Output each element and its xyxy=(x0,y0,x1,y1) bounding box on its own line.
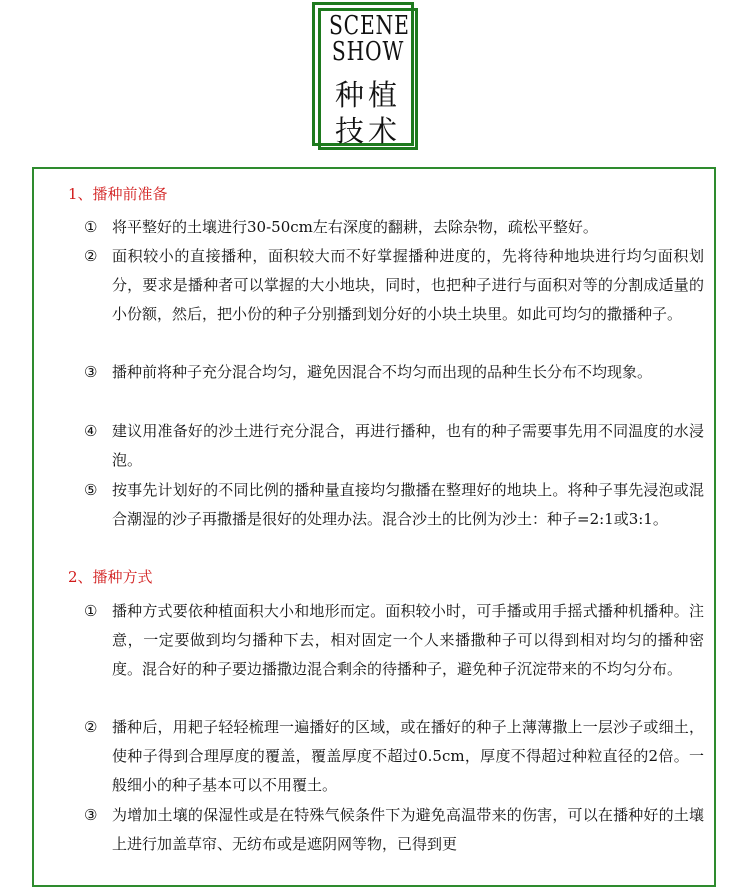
item-number: ⑤ xyxy=(84,481,98,499)
scene-show-seal xyxy=(312,2,418,150)
item-text: 播种前将种子充分混合均匀，避免因混合不均匀而出现的品种生长分布不均现象。 xyxy=(112,363,653,381)
seal-line-3: 种植 xyxy=(334,78,401,112)
item-number: ① xyxy=(84,218,98,236)
section-title-preparation: 1、播种前准备 xyxy=(68,185,168,203)
list-item xyxy=(84,358,704,387)
item-text: 面积较小的直接播种，面积较大而不好掌握播种进度的，先将待种地块进行均匀面积划分，要求是播种者可以掌握的大小地块，同时，也把种子进行与面积对等的分割成适量的小份额，然后，把小份的种子分别播到划分好的小块土块里。如此可均匀的撒播种子。 xyxy=(112,247,704,323)
list-item xyxy=(84,213,704,242)
item-text: 播种后，用耙子轻轻梳理一遍播好的区域，或在播好的种子上薄薄撒上一层沙子或细土，使种子得到合理厚度的覆盖，覆盖厚度不超过0.5cm，厚度不得超过种粒直径的2倍。一般细小的种子基本可以不用覆土。 xyxy=(112,718,704,794)
item-number: ② xyxy=(84,247,98,265)
list-item xyxy=(84,713,704,800)
section-title-sowing-method: 2、播种方式 xyxy=(68,568,153,586)
list-item xyxy=(84,242,704,329)
list-item xyxy=(84,597,704,684)
item-text: 播种方式要依种植面积大小和地形而定。面积较小时，可手播或用手摇式播种机播种。注意，一定要做到均匀播种下去，相对固定一个人来播撒种子可以得到相对均匀的播种密度。混合好的种子要边播撒边混合剩余的待播种子，避免种子沉淀带来的不均匀分布。 xyxy=(112,602,704,678)
item-number: ③ xyxy=(84,363,98,381)
list-item xyxy=(84,801,704,859)
item-text: 将平整好的土壤进行30-50cm左右深度的翻耕，去除杂物，疏松平整好。 xyxy=(112,218,598,236)
item-text: 按事先计划好的不同比例的播种量直接均匀撒播在整理好的地块上。将种子事先浸泡或混合潮湿的沙子再撒播是很好的处理办法。混合沙土的比例为沙土：种子=2:1或3:1。 xyxy=(112,481,704,528)
seal-line-2: SHOW xyxy=(331,37,405,67)
item-text: 建议用准备好的沙土进行充分混合，再进行播种，也有的种子需要事先用不同温度的水浸泡。 xyxy=(112,422,704,469)
content-frame xyxy=(32,167,716,887)
item-number: ③ xyxy=(84,806,98,824)
item-text: 为增加土壤的保湿性或是在特殊气候条件下为避免高温带来的伤害，可以在播种好的土壤上进行加盖草帘、无纺布或是遮阴网等物，已得到更 xyxy=(112,806,704,853)
list-item xyxy=(84,417,704,475)
seal-line-1: SCENE xyxy=(329,11,410,41)
seal-line-4: 技术 xyxy=(334,114,401,148)
item-number: ② xyxy=(84,718,98,736)
item-number: ① xyxy=(84,602,98,620)
item-number: ④ xyxy=(84,422,98,440)
list-item xyxy=(84,476,704,534)
